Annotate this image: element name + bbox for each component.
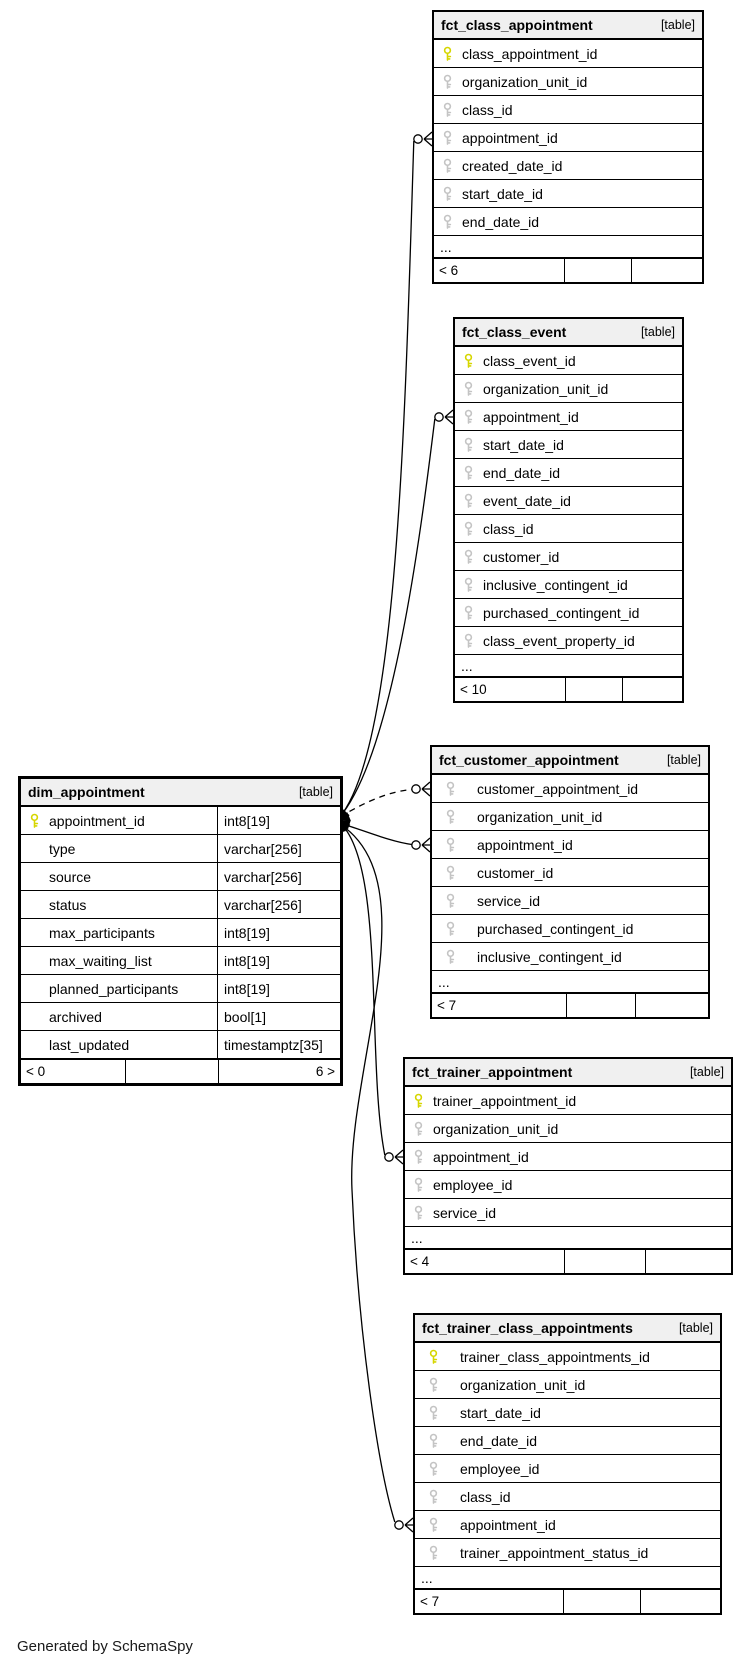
foreign-key-icon (462, 409, 475, 425)
column-row (434, 68, 702, 96)
foreign-key-icon (462, 381, 475, 397)
column-name: service_id (433, 1204, 497, 1221)
column-name: inclusive_contingent_id (483, 576, 628, 593)
column-row (21, 975, 340, 1003)
footer-relationship-count: < 7 (432, 994, 567, 1017)
column-type: int8[19] (224, 980, 270, 997)
column-row (21, 1003, 340, 1031)
foreign-key-icon (441, 102, 454, 118)
foreign-key-icon (427, 1545, 440, 1561)
column-name: end_date_id (460, 1432, 538, 1449)
foreign-key-icon (427, 1517, 440, 1533)
footer-cell (632, 259, 702, 282)
footer-relationship-count: < 6 (434, 259, 565, 282)
table-type-badge: [table] (689, 1065, 724, 1079)
column-name: organization_unit_id (460, 1376, 586, 1393)
column-name: class_event_id (483, 352, 576, 369)
relationship-line-to-fct-trainer-appointment (338, 821, 403, 1164)
foreign-key-icon (444, 781, 457, 797)
footer-relationship-count: < 7 (415, 1590, 564, 1613)
column-row (21, 947, 340, 975)
foreign-key-icon (441, 158, 454, 174)
foreign-key-icon (444, 949, 457, 965)
footer-cell (566, 678, 623, 701)
column-name: start_date_id (462, 185, 543, 202)
column-type: varchar[256] (224, 868, 302, 885)
column-name: service_id (477, 892, 541, 909)
footer-cell (623, 678, 682, 701)
column-type: timestamptz[35] (224, 1036, 323, 1053)
column-row (434, 124, 702, 152)
column-row (455, 515, 682, 543)
foreign-key-icon (462, 465, 475, 481)
foreign-key-icon (412, 1149, 425, 1165)
foreign-key-icon (441, 214, 454, 230)
column-row (415, 1427, 720, 1455)
column-row (21, 1031, 340, 1059)
column-row (415, 1539, 720, 1567)
footer-cell (564, 1590, 640, 1613)
foreign-key-icon (427, 1433, 440, 1449)
key-spacer (28, 925, 41, 941)
column-row (405, 1087, 731, 1115)
footer-cell (567, 994, 636, 1017)
foreign-key-icon (444, 837, 457, 853)
fct-class-appointment-table[interactable] (432, 10, 704, 284)
primary-key-icon (462, 353, 475, 369)
foreign-key-icon (427, 1405, 440, 1421)
key-spacer (28, 841, 41, 857)
column-row (405, 1199, 731, 1227)
foreign-key-icon (441, 186, 454, 202)
table-type-badge: [table] (678, 1321, 713, 1335)
column-row (405, 1171, 731, 1199)
column-name: created_date_id (462, 157, 563, 174)
column-name: end_date_id (483, 464, 561, 481)
table-footer (405, 1249, 731, 1273)
column-row (432, 915, 708, 943)
column-row (432, 943, 708, 971)
foreign-key-icon (444, 809, 457, 825)
column-row (455, 403, 682, 431)
table-header[interactable] (432, 747, 708, 775)
column-name: event_date_id (483, 492, 571, 509)
primary-key-icon (441, 46, 454, 62)
column-row (434, 208, 702, 236)
column-name: class_id (462, 101, 513, 118)
foreign-key-icon (462, 493, 475, 509)
column-row (434, 40, 702, 68)
foreign-key-icon (462, 521, 475, 537)
foreign-key-icon (412, 1121, 425, 1137)
column-name: end_date_id (462, 213, 540, 230)
foreign-key-icon (444, 865, 457, 881)
column-row (405, 1115, 731, 1143)
table-header[interactable] (21, 779, 340, 807)
column-name: purchased_contingent_id (483, 604, 640, 621)
foreign-key-icon (444, 921, 457, 937)
column-row (415, 1371, 720, 1399)
relationship-line-to-fct-customer-appointment (338, 820, 430, 852)
foreign-key-icon (462, 605, 475, 621)
table-footer (21, 1059, 340, 1083)
fct-trainer-appointment-table[interactable] (403, 1057, 733, 1275)
column-name: trainer_class_appointments_id (460, 1348, 650, 1365)
primary-key-icon (412, 1093, 425, 1109)
column-row (415, 1483, 720, 1511)
key-spacer (28, 897, 41, 913)
column-name: inclusive_contingent_id (477, 948, 622, 965)
column-name: appointment_id (462, 129, 558, 146)
column-name: start_date_id (460, 1404, 541, 1421)
dim-appointment-table[interactable] (18, 776, 343, 1086)
key-spacer (28, 869, 41, 885)
column-name: class_event_property_id (483, 632, 635, 649)
column-name: max_participants (49, 924, 155, 941)
table-type-badge: [table] (666, 753, 701, 767)
primary-key-icon (28, 813, 41, 829)
table-footer (432, 993, 708, 1017)
table-type-badge: [table] (640, 325, 675, 339)
table-footer (415, 1589, 720, 1613)
column-row (432, 831, 708, 859)
foreign-key-icon (427, 1489, 440, 1505)
column-type: int8[19] (224, 952, 270, 969)
truncated-columns-indicator: ... (434, 236, 702, 258)
column-row (415, 1343, 720, 1371)
column-name: customer_id (477, 864, 554, 881)
column-row (21, 835, 340, 863)
column-name: customer_appointment_id (477, 780, 639, 797)
footer-relationship-count: < 4 (405, 1250, 565, 1273)
truncated-columns-indicator: ... (455, 655, 682, 677)
table-type-badge: [table] (298, 785, 333, 799)
column-name: start_date_id (483, 436, 564, 453)
footer-cell (641, 1590, 720, 1613)
table-type-badge: [table] (660, 18, 695, 32)
fct-trainer-class-appointments-table[interactable] (413, 1313, 722, 1615)
column-name: organization_unit_id (483, 380, 609, 397)
column-row (455, 627, 682, 655)
foreign-key-icon (462, 633, 475, 649)
table-header[interactable] (434, 12, 702, 40)
column-name: customer_id (483, 548, 560, 565)
key-spacer (28, 1037, 41, 1053)
column-name: organization_unit_id (462, 73, 588, 90)
key-spacer (28, 981, 41, 997)
foreign-key-icon (441, 74, 454, 90)
table-name[interactable]: fct_class_appointment (441, 17, 593, 33)
column-row (434, 152, 702, 180)
generator-note: Generated by SchemaSpy (17, 1638, 193, 1655)
column-name: archived (49, 1008, 102, 1025)
footer-cell (646, 1250, 731, 1273)
footer-cell (565, 259, 632, 282)
column-row (434, 180, 702, 208)
table-name[interactable]: fct_class_event (462, 324, 567, 340)
column-name: max_waiting_list (49, 952, 152, 969)
foreign-key-icon (462, 549, 475, 565)
column-row (455, 543, 682, 571)
column-row (455, 487, 682, 515)
column-name: appointment_id (49, 812, 145, 829)
column-name: planned_participants (49, 980, 179, 997)
table-header[interactable] (405, 1059, 731, 1087)
column-row (455, 459, 682, 487)
footer-parents-count: 6 > (315, 1064, 335, 1079)
foreign-key-icon (412, 1177, 425, 1193)
table-name[interactable]: fct_trainer_class_appointments (422, 1320, 633, 1336)
column-type: varchar[256] (224, 896, 302, 913)
column-row (432, 803, 708, 831)
column-name: appointment_id (477, 836, 573, 853)
footer-relationship-count: < 10 (455, 678, 566, 701)
table-footer (434, 258, 702, 282)
column-row (405, 1143, 731, 1171)
column-name: last_updated (49, 1036, 130, 1053)
key-spacer (28, 953, 41, 969)
column-name: employee_id (433, 1176, 513, 1193)
column-name: trainer_appointment_id (433, 1092, 577, 1109)
column-row (415, 1511, 720, 1539)
column-row (415, 1399, 720, 1427)
column-name: organization_unit_id (477, 808, 603, 825)
column-row (432, 775, 708, 803)
truncated-columns-indicator: ... (432, 971, 708, 993)
table-header[interactable] (415, 1315, 720, 1343)
column-name: status (49, 896, 87, 913)
column-row (21, 891, 340, 919)
foreign-key-icon (462, 577, 475, 593)
table-header[interactable] (455, 319, 682, 347)
column-type: varchar[256] (224, 840, 302, 857)
column-row (432, 859, 708, 887)
column-type: int8[19] (224, 812, 270, 829)
column-name: source (49, 868, 92, 885)
column-name: class_id (483, 520, 534, 537)
column-name: appointment_id (460, 1516, 556, 1533)
column-row (455, 599, 682, 627)
column-row (434, 96, 702, 124)
foreign-key-icon (412, 1205, 425, 1221)
primary-key-icon (427, 1349, 440, 1365)
column-row (21, 807, 340, 835)
column-type: bool[1] (224, 1008, 267, 1025)
column-row (455, 431, 682, 459)
column-row (21, 863, 340, 891)
column-row (455, 347, 682, 375)
column-row (455, 375, 682, 403)
column-name: type (49, 840, 76, 857)
relationship-line-to-fct-trainer-class-appointments (338, 821, 413, 1532)
relationship-line-to-fct-class-appointment (338, 132, 432, 821)
fct-customer-appointment-table[interactable] (430, 745, 710, 1019)
footer-cell (126, 1060, 219, 1083)
truncated-columns-indicator: ... (415, 1567, 720, 1589)
column-name: purchased_contingent_id (477, 920, 634, 937)
key-spacer (28, 1009, 41, 1025)
foreign-key-icon (444, 893, 457, 909)
footer-children-count: < 0 (21, 1060, 126, 1083)
table-name[interactable]: fct_trainer_appointment (412, 1064, 573, 1080)
foreign-key-icon (427, 1377, 440, 1393)
column-name: trainer_appointment_status_id (460, 1544, 649, 1561)
column-name: employee_id (460, 1460, 540, 1477)
column-name: class_appointment_id (462, 45, 598, 62)
column-name: appointment_id (433, 1148, 529, 1165)
fct-class-event-table[interactable] (453, 317, 684, 703)
column-row (455, 571, 682, 599)
foreign-key-icon (427, 1461, 440, 1477)
implied-relationship-line-to-fct-customer-appointment (338, 782, 430, 821)
footer-cell (636, 994, 708, 1017)
column-row (21, 919, 340, 947)
column-name: organization_unit_id (433, 1120, 559, 1137)
foreign-key-icon (441, 130, 454, 146)
column-row (432, 887, 708, 915)
table-name[interactable]: dim_appointment (28, 784, 145, 800)
table-footer (455, 677, 682, 701)
column-name: class_id (460, 1488, 511, 1505)
foreign-key-icon (462, 437, 475, 453)
table-name[interactable]: fct_customer_appointment (439, 752, 619, 768)
column-row (415, 1455, 720, 1483)
column-name: appointment_id (483, 408, 579, 425)
column-type: int8[19] (224, 924, 270, 941)
truncated-columns-indicator: ... (405, 1227, 731, 1249)
footer-cell (565, 1250, 647, 1273)
